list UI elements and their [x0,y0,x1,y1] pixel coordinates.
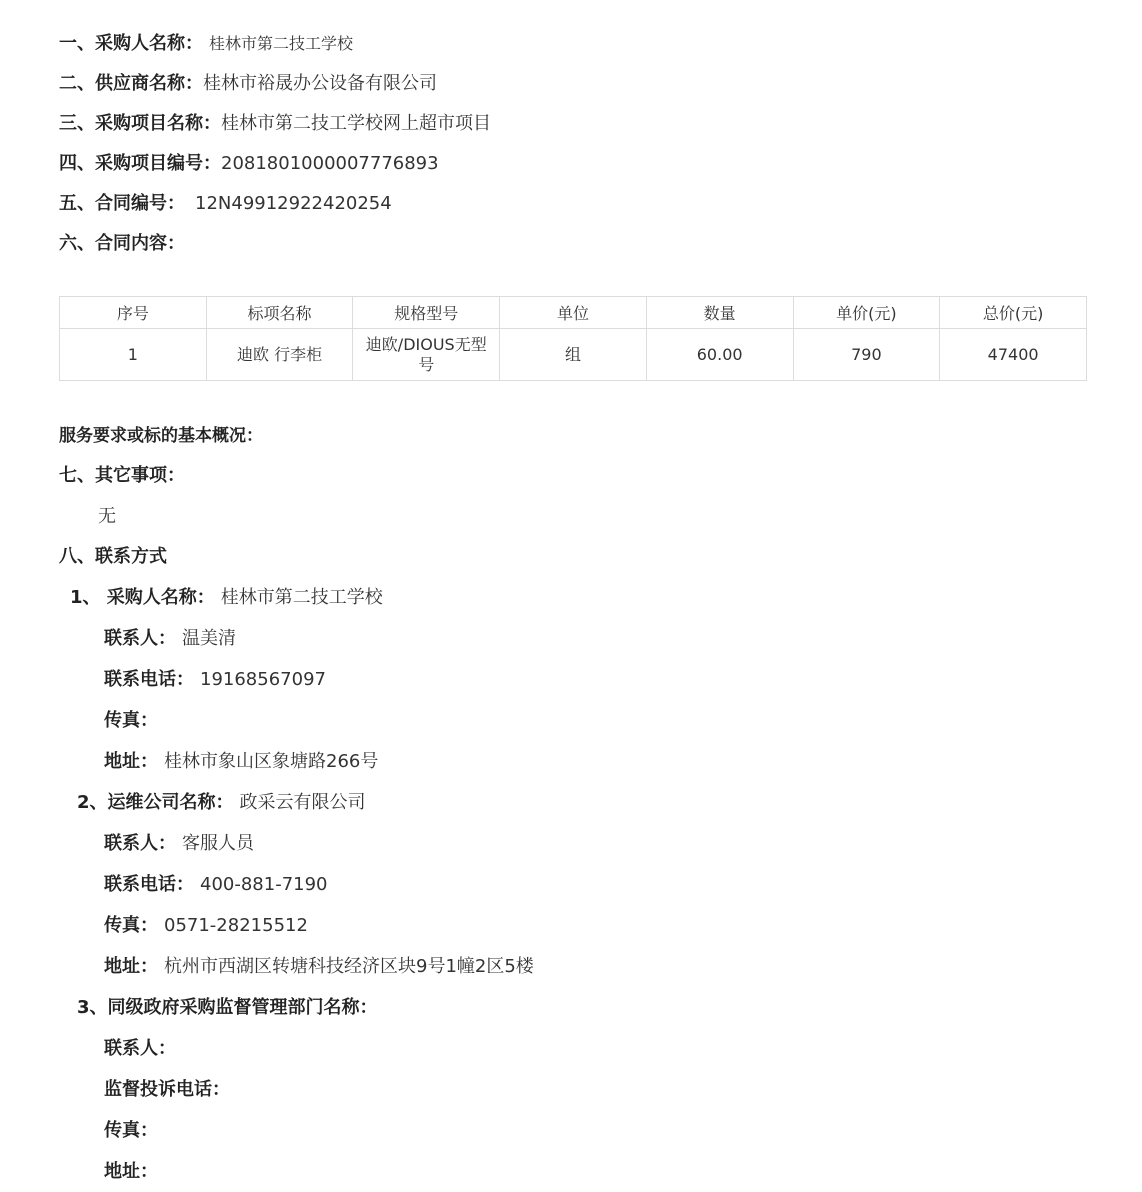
cell-quantity: 60.00 [646,329,793,381]
cell-item-name: 迪欧 行李柜 [206,329,353,381]
purchaser-contact-title-row [70,586,383,610]
service-requirements-label: 服务要求或标的基本概况： [59,426,263,446]
col-header-spec: 规格型号 [353,297,500,329]
other-matters-label: 七、其它事项： [59,465,185,486]
purchaser-person-value: 温美清 [182,628,236,649]
cell-index: 1 [60,329,207,381]
purchaser-contact-title: 1、 采购人名称： [70,587,215,608]
purchaser-contact-name: 桂林市第二技工学校 [220,587,383,608]
operator-fax-row [104,914,308,938]
supervisor-fax-label: 传真： [104,1120,158,1141]
project-name-label: 三、采购项目名称： [59,113,221,134]
purchaser-person-label: 联系人： [104,628,176,649]
operator-person-value: 客服人员 [182,833,254,854]
supervisor-contact-title-row [77,996,378,1020]
purchaser-fax-label: 传真： [104,710,158,731]
purchaser-name-row [59,32,353,56]
supervisor-address-row [104,1160,158,1184]
operator-address-row [104,955,534,979]
supervisor-person-label: 联系人： [104,1038,176,1059]
operator-contact-title-row [77,791,366,815]
supervisor-address-label: 地址： [104,1161,158,1182]
col-header-total-price: 总价(元) [940,297,1087,329]
operator-person-row [104,832,254,856]
cell-total-price: 47400 [940,329,1087,381]
purchaser-phone-label: 联系电话： [104,669,194,690]
operator-phone-value: 400-881-7190 [200,874,328,895]
purchaser-name-label: 一、采购人名称： [59,33,203,54]
contract-table [59,296,1087,381]
col-header-quantity: 数量 [646,297,793,329]
cell-unit: 组 [500,329,647,381]
contract-number-value: 12N49912922420254 [195,193,392,214]
contract-content-label: 六、合同内容： [59,233,185,254]
other-matters-value: 无 [98,506,116,527]
supervisor-phone-label: 监督投诉电话： [104,1079,230,1100]
contract-number-row [59,192,392,216]
project-name-value: 桂林市第二技工学校网上超市项目 [221,113,491,134]
col-header-unit: 单位 [500,297,647,329]
table-row [60,329,1087,381]
other-matters-row [59,464,185,488]
purchaser-person-row [104,627,236,651]
cell-unit-price: 790 [793,329,940,381]
col-header-index: 序号 [60,297,207,329]
project-number-label: 四、采购项目编号： [59,153,221,174]
operator-person-label: 联系人： [104,833,176,854]
purchaser-address-value: 桂林市象山区象塘路266号 [164,751,379,772]
supervisor-person-row [104,1037,176,1061]
purchaser-address-label: 地址： [104,751,158,772]
operator-fax-label: 传真： [104,915,158,936]
operator-address-value: 杭州市西湖区转塘科技经济区块9号1幢2区5楼 [164,956,534,977]
col-header-item-name: 标项名称 [206,297,353,329]
operator-address-label: 地址： [104,956,158,977]
contact-info-label: 八、联系方式 [59,546,167,567]
project-name-row [59,112,491,136]
purchaser-address-row [104,750,378,774]
purchaser-phone-value: 19168567097 [200,669,326,690]
project-number-value: 2081801000007776893 [221,153,439,174]
operator-contact-name: 政采云有限公司 [239,792,366,813]
supervisor-phone-row [104,1078,230,1102]
cell-spec: 迪欧/DIOUS无型号 [353,329,500,381]
operator-contact-title: 2、运维公司名称： [77,792,234,813]
purchaser-phone-row [104,668,326,692]
supervisor-contact-title: 3、同级政府采购监督管理部门名称： [77,997,378,1018]
operator-fax-value: 0571-28215512 [164,915,308,936]
contract-number-label: 五、合同编号： [59,193,185,214]
col-header-unit-price: 单价(元) [793,297,940,329]
contact-info-row [59,545,167,569]
purchaser-fax-row [104,709,158,733]
project-number-row [59,152,439,176]
service-requirements-row [59,424,263,448]
other-matters-value-row [98,505,116,529]
supplier-name-label: 二、供应商名称： [59,73,203,94]
operator-phone-label: 联系电话： [104,874,194,895]
operator-phone-row [104,873,328,897]
contract-content-row [59,232,185,256]
supplier-name-row [59,72,437,96]
table-header-row [60,297,1087,329]
supplier-name-value: 桂林市裕晟办公设备有限公司 [203,73,437,94]
purchaser-name-value: 桂林市第二技工学校 [209,34,354,53]
supervisor-fax-row [104,1119,158,1143]
